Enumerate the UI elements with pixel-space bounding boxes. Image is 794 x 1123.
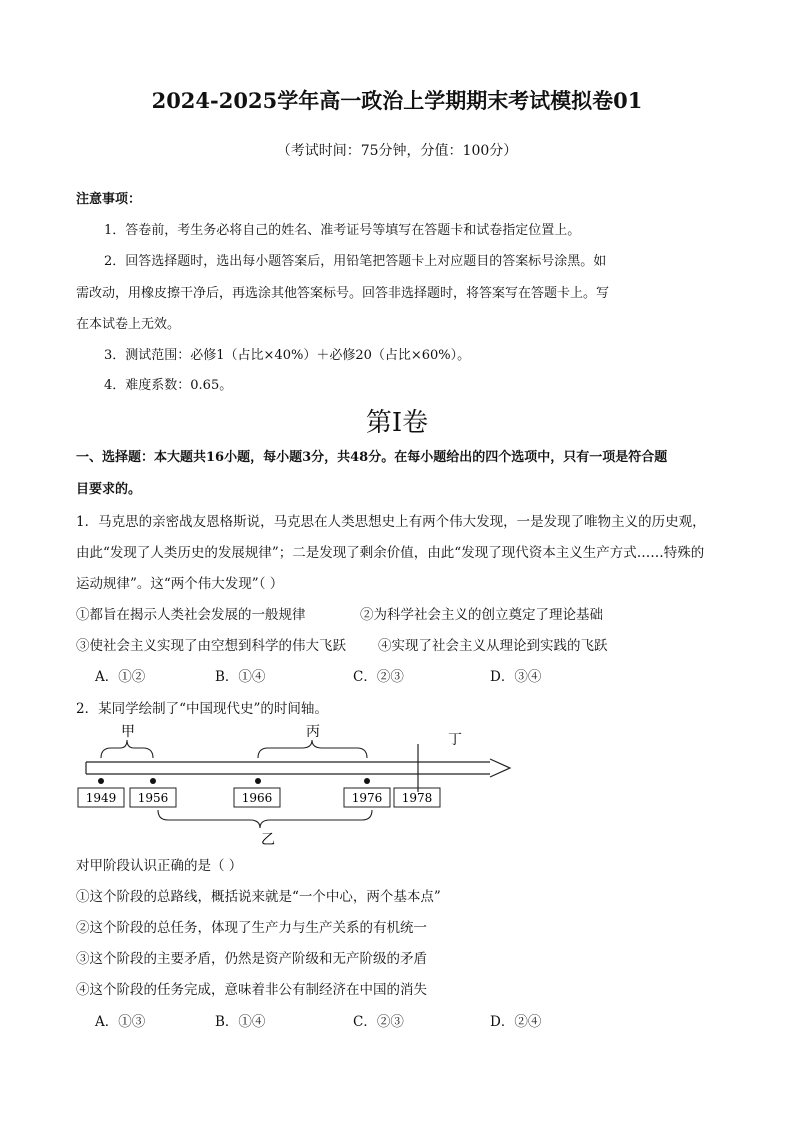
q2-statement-1: ①这个阶段的总路线，概括说来就是“一个中心，两个基本点” xyxy=(76,889,441,905)
q1-stem-line-3: 运动规律”。这“两个伟大发现”（ ） xyxy=(76,576,284,592)
year-label-1956: 1956 xyxy=(137,791,169,805)
label-jia: 甲 xyxy=(121,724,135,740)
q2-option-d: D．②④ xyxy=(490,1014,542,1030)
q1-statement-3: ③使社会主义实现了由空想到科学的伟大飞跃 xyxy=(76,638,346,654)
part-title: 第I卷 xyxy=(365,408,429,438)
q1-option-a: A．①② xyxy=(95,669,146,685)
q2-statement-4: ④这个阶段的任务完成，意味着非公有制经济在中国的消失 xyxy=(76,982,427,998)
section-instructions-line-2: 目要求的。 xyxy=(76,482,142,497)
q1-option-b: B．①④ xyxy=(215,669,266,685)
year-label-1976: 1976 xyxy=(351,791,383,805)
timeline-dot-1966 xyxy=(255,778,261,784)
q2-statement-3: ③这个阶段的主要矛盾，仍然是资产阶级和无产阶级的矛盾 xyxy=(76,951,427,967)
notice-item-2-line-2: 需改动，用橡皮擦干净后，再选涂其他答案标号。回答非选择题时，将答案写在答题卡上。写 xyxy=(76,286,610,301)
q1-option-d: D．③④ xyxy=(490,669,542,685)
year-label-1949: 1949 xyxy=(85,791,117,805)
q1-statement-2: ②为科学社会主义的创立奠定了理论基础 xyxy=(360,607,603,623)
q2-option-a: A．①③ xyxy=(95,1014,146,1030)
brace-bing xyxy=(258,740,367,758)
q1-statement-1: ①都旨在揭示人类社会发展的一般规律 xyxy=(76,607,306,623)
year-label-1966: 1966 xyxy=(241,791,273,805)
notice-item-4: 4．难度系数：0.65。 xyxy=(104,378,233,393)
q1-statement-4: ④实现了社会主义从理论到实践的飞跃 xyxy=(378,638,608,654)
notice-item-1: 1．答卷前，考生务必将自己的姓名、准考证号等填写在答题卡和试卷指定位置上。 xyxy=(104,223,581,238)
label-yi: 乙 xyxy=(261,832,275,848)
timeline-arrow-head xyxy=(490,759,510,777)
notice-item-2-line-1: 2．回答选择题时，选出每小题答案后，用铅笔把答题卡上对应题目的答案标号涂黑。如 xyxy=(104,254,607,269)
timeline-dot-1949 xyxy=(98,778,104,784)
timeline-diagram xyxy=(70,718,530,850)
q2-statement-2: ②这个阶段的总任务，体现了生产力与生产关系的有机统一 xyxy=(76,920,427,936)
q2-stem: 对甲阶段认识正确的是（ ） xyxy=(76,858,243,874)
year-label-1978: 1978 xyxy=(401,791,433,805)
notice-heading: 注意事项： xyxy=(76,192,142,207)
timeline-dot-1976 xyxy=(364,778,370,784)
brace-yi xyxy=(158,810,372,828)
q1-option-c: C．②③ xyxy=(353,669,404,685)
label-ding: 丁 xyxy=(448,732,462,748)
brace-jia xyxy=(101,740,153,758)
timeline-dot-1956 xyxy=(150,778,156,784)
exam-info: （考试时间：75分钟，分值：100分） xyxy=(276,143,518,159)
q2-option-b: B．①④ xyxy=(215,1014,266,1030)
notice-item-3: 3．测试范围：必修1（占比×40%）＋必修20（占比×60%）。 xyxy=(104,348,471,363)
document-title: 2024-2025学年高一政治上学期期末考试模拟卷01 xyxy=(151,88,643,113)
section-instructions-line-1: 一、选择题：本大题共16小题，每小题3分，共48分。在每小题给出的四个选项中，只有一项是符合题 xyxy=(76,450,668,465)
q1-stem-line-2: 由此“发现了人类历史的发展规律”；二是发现了剩余价值，由此“发现了现代资本主义生产方式……特殊的 xyxy=(76,545,705,561)
q1-stem-line-1: 1．马克思的亲密战友恩格斯说，马克思在人类思想史上有两个伟大发现，一是发现了唯物主义的历史观， xyxy=(76,514,706,530)
label-bing: 丙 xyxy=(306,724,320,740)
notice-item-2-line-3: 在本试卷上无效。 xyxy=(76,317,181,332)
q2-option-c: C．②③ xyxy=(353,1014,404,1030)
q2-stem-line-1: 2．某同学绘制了“中国现代史”的时间轴。 xyxy=(76,701,328,717)
